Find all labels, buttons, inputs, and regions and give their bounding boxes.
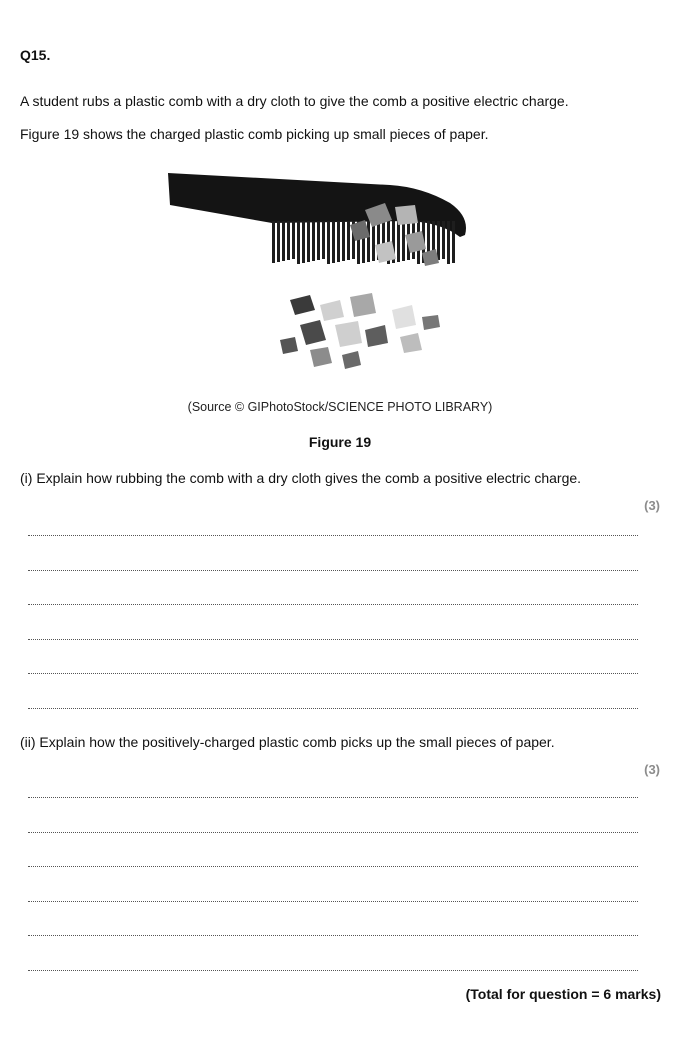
part-i-answer-line[interactable] [28, 535, 638, 536]
part-i-answer-line[interactable] [28, 604, 638, 605]
total-marks: (Total for question = 6 marks) [465, 986, 661, 1002]
question-intro-2: Figure 19 shows the charged plastic comb picking up small pieces of paper. [20, 126, 489, 142]
part-ii-answer-line[interactable] [28, 935, 638, 936]
question-intro-1: A student rubs a plastic comb with a dry cloth to give the comb a positive electric charge. [20, 93, 569, 109]
comb-figure [160, 165, 480, 380]
question-number: Q15. [20, 47, 51, 63]
figure-caption: Figure 19 [308, 434, 372, 450]
part-i-answer-line[interactable] [28, 673, 638, 674]
part-ii-prompt: (ii) Explain how the positively-charged plastic comb picks up the small pieces of paper. [20, 734, 555, 750]
part-i-answer-line[interactable] [28, 708, 638, 709]
part-ii-answer-line[interactable] [28, 832, 638, 833]
figure-source: (Source © GIPhotoStock/SCIENCE PHOTO LIBRARY) [187, 400, 493, 414]
part-ii-answer-line[interactable] [28, 866, 638, 867]
part-ii-answer-line[interactable] [28, 797, 638, 798]
part-ii-answer-line[interactable] [28, 970, 638, 971]
comb-with-paper-pieces-icon [160, 165, 480, 380]
part-i-prompt: (i) Explain how rubbing the comb with a dry cloth gives the comb a positive electric charge. [20, 470, 582, 486]
part-i-answer-line[interactable] [28, 639, 638, 640]
part-ii-marks: (3) [644, 762, 660, 777]
part-i-answer-line[interactable] [28, 570, 638, 571]
part-ii-answer-line[interactable] [28, 901, 638, 902]
part-i-marks: (3) [644, 498, 660, 513]
